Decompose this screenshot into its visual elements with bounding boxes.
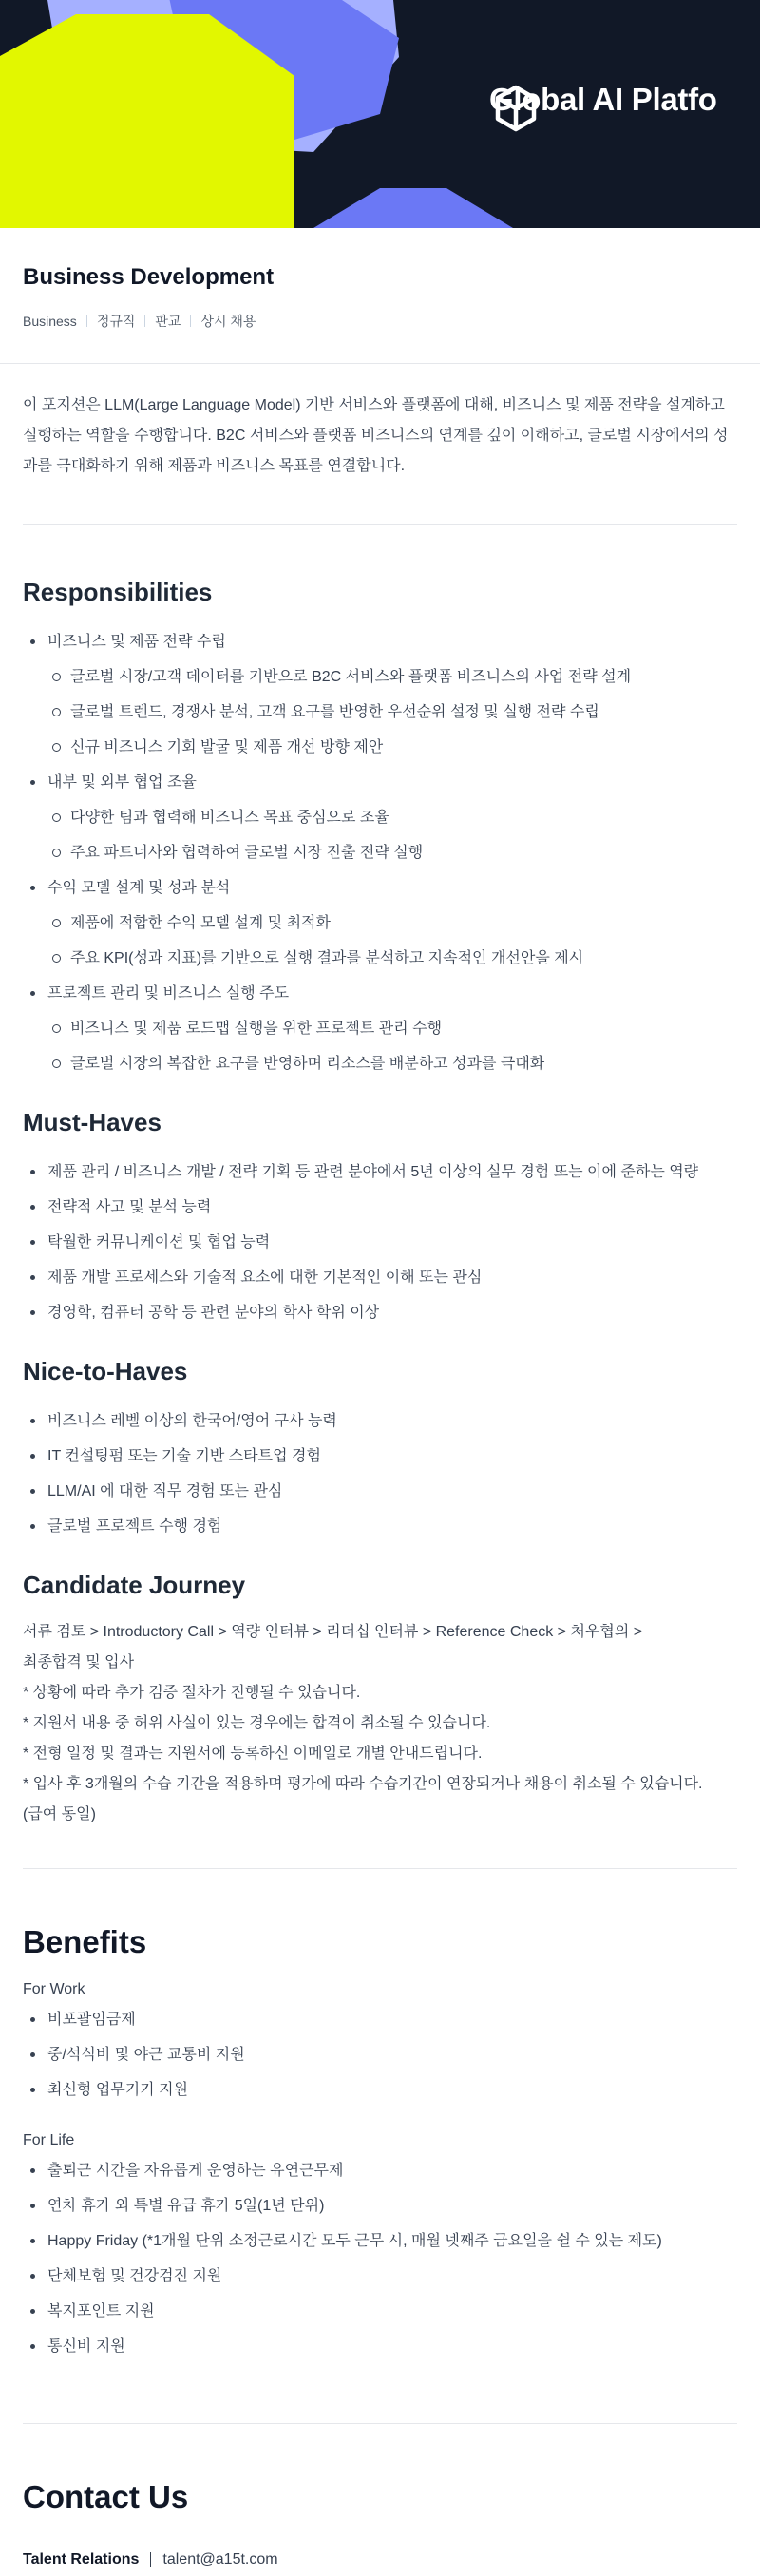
list-item: 중/석식비 및 야근 교통비 지원 <box>23 2037 737 2072</box>
contact-heading: Contact Us <box>23 2479 189 2514</box>
journey-line: 서류 검토 > Introductory Call > 역량 인터뷰 > 리더십 인터뷰 > Reference Check > 처우협의 > <box>23 1624 643 1640</box>
job-intro: 이 포지션은 LLM(Large Language Model) 기반 서비스와 플랫폼에 대해, 비즈니스 및 제품 전략을 설계하고 실행하는 역할을 수행합니다. B2C 서비스와 플랫폼 비즈니스의 연계를 깊이 이해하고, 글로벌 시장에서의 성과를 극대화하기 위해 제품과 비즈니스 목표를 연결합니다. <box>23 364 737 525</box>
list-item: 출퇴근 시간을 자유롭게 운영하는 유연근무제 <box>23 2153 737 2188</box>
sub-list-item: 다양한 팀과 협력해 비즈니스 목표 중심으로 조율 <box>48 800 737 835</box>
list-item-label: 프로젝트 관리 및 비즈니스 실행 주도 <box>48 985 290 1002</box>
sub-list <box>48 1011 737 1081</box>
contact-team: Talent Relations <box>23 2551 140 2567</box>
tag-hiring-status: 상시 채용 <box>200 314 256 329</box>
list-item: 연차 휴가 외 특별 유급 휴가 5일(1년 단위) <box>23 2188 737 2223</box>
sub-list-item: 비즈니스 및 제품 로드맵 실행을 위한 프로젝트 관리 수행 <box>48 1011 737 1046</box>
sub-list-item: 글로벌 트렌드, 경쟁사 분석, 고객 요구를 반영한 우선순위 설정 및 실행 전략 수립 <box>48 695 737 730</box>
list-item: Happy Friday (*1개월 단위 소정근로시간 모두 근무 시, 매월 넷째주 금요일을 쉴 수 있는 제도) <box>23 2223 737 2259</box>
list-item: 최신형 업무기기 지원 <box>23 2072 737 2108</box>
sub-list <box>48 659 737 765</box>
contact-info <box>23 2551 737 2568</box>
benefits-heading: Benefits <box>23 1924 147 1959</box>
list-item <box>23 870 737 976</box>
hero-banner <box>0 0 760 228</box>
list-item: 단체보험 및 건강검진 지원 <box>23 2259 737 2294</box>
list-item: 비포괄임금제 <box>23 2002 737 2037</box>
responsibilities-list <box>23 624 737 1081</box>
must-haves-list <box>23 1154 737 1330</box>
benefit-group-label: For Life <box>23 2132 75 2148</box>
benefit-group-work <box>23 1981 737 2108</box>
tag-department: Business <box>23 314 77 329</box>
benefit-group-label: For Work <box>23 1981 86 1997</box>
journey-line: 최종합격 및 입사 <box>23 1654 135 1670</box>
sub-list-item: 글로벌 시장/고객 데이터를 기반으로 B2C 서비스와 플랫폼 비즈니스의 사업 전략 설계 <box>48 659 737 695</box>
list-item: 복지포인트 지원 <box>23 2294 737 2329</box>
tag-divider <box>190 315 191 327</box>
list-item-label: 비즈니스 및 제품 전략 수립 <box>48 634 226 650</box>
candidate-journey-heading: Candidate Journey <box>23 1571 246 1599</box>
journey-note: * 전형 일정 및 결과는 지원서에 등록하신 이메일로 개별 안내드립니다. <box>23 1746 483 1762</box>
benefit-list <box>23 2153 737 2364</box>
job-title: Business Development <box>23 264 275 290</box>
list-item: IT 컨설팅펌 또는 기술 기반 스타트업 경험 <box>23 1439 737 1474</box>
benefit-group-life <box>23 2132 737 2364</box>
hero-shape-lime <box>0 14 294 228</box>
journey-note: * 입사 후 3개월의 수습 기간을 적용하며 평가에 따라 수습기간이 연장되거나 채용이 취소될 수 있습니다. <box>23 1776 703 1792</box>
list-item: LLM/AI 에 대한 직무 경험 또는 관심 <box>23 1474 737 1509</box>
journey-note: * 상황에 따라 추가 검증 절차가 진행될 수 있습니다. <box>23 1685 361 1701</box>
nice-to-haves-list <box>23 1403 737 1544</box>
list-item: 제품 관리 / 비즈니스 개발 / 전략 기획 등 관련 분야에서 5년 이상의 실무 경험 또는 이에 준하는 역량 <box>23 1154 737 1190</box>
must-haves-heading: Must-Haves <box>23 1108 162 1136</box>
sub-list <box>48 800 737 870</box>
sub-list-item: 주요 KPI(성과 지표)를 기반으로 실행 결과를 분석하고 지속적인 개선안을 제시 <box>48 941 737 976</box>
list-item <box>23 765 737 870</box>
benefit-list <box>23 2002 737 2108</box>
job-header <box>0 228 760 364</box>
job-tags <box>23 312 737 331</box>
journey-note: * 지원서 내용 중 허위 사실이 있는 경우에는 합격이 취소될 수 있습니다. <box>23 1715 491 1731</box>
list-item: 탁월한 커뮤니케이션 및 협업 능력 <box>23 1225 737 1260</box>
responsibilities-heading: Responsibilities <box>23 578 213 606</box>
list-item: 통신비 지원 <box>23 2329 737 2364</box>
tag-divider <box>86 315 87 327</box>
sub-list-item: 신규 비즈니스 기회 발굴 및 제품 개선 방향 제안 <box>48 730 737 765</box>
list-item: 전략적 사고 및 분석 능력 <box>23 1190 737 1225</box>
list-item: 비즈니스 레벨 이상의 한국어/영어 구사 능력 <box>23 1403 737 1439</box>
list-item: 글로벌 프로젝트 수행 경험 <box>23 1509 737 1544</box>
brand-logo-icon <box>489 82 542 135</box>
brand-lockup <box>489 82 717 118</box>
list-item <box>23 624 737 765</box>
journey-note: (급여 동일) <box>23 1806 96 1822</box>
tag-employment-type: 정규직 <box>96 314 136 329</box>
list-item-label: 내부 및 외부 협업 조율 <box>48 774 197 791</box>
candidate-journey <box>23 1617 737 1869</box>
tag-location: 판교 <box>155 314 181 329</box>
sub-list-item: 주요 파트너사와 협력하여 글로벌 시장 진출 전략 실행 <box>48 835 737 870</box>
nice-to-haves-heading: Nice-to-Haves <box>23 1357 188 1385</box>
list-item: 제품 개발 프로세스와 기술적 요소에 대한 기본적인 이해 또는 관심 <box>23 1260 737 1295</box>
list-item <box>23 976 737 1081</box>
brand-name: Global AI Platfo <box>489 82 717 117</box>
sub-list-item: 글로벌 시장의 복잡한 요구를 반영하며 리소스를 배분하고 성과를 극대화 <box>48 1046 737 1081</box>
job-posting <box>0 228 760 2568</box>
sub-list-item: 제품에 적합한 수익 모델 설계 및 최적화 <box>48 906 737 941</box>
contact-email-link[interactable]: talent@a15t.com <box>162 2551 278 2567</box>
hero-shape-bottom <box>314 188 513 228</box>
contact-divider <box>150 2552 151 2567</box>
tag-divider <box>144 315 145 327</box>
benefits-section <box>23 1924 737 2424</box>
list-item-label: 수익 모델 설계 및 성과 분석 <box>48 880 231 896</box>
sub-list <box>48 906 737 976</box>
list-item: 경영학, 컴퓨터 공학 등 관련 분야의 학사 학위 이상 <box>23 1295 737 1330</box>
